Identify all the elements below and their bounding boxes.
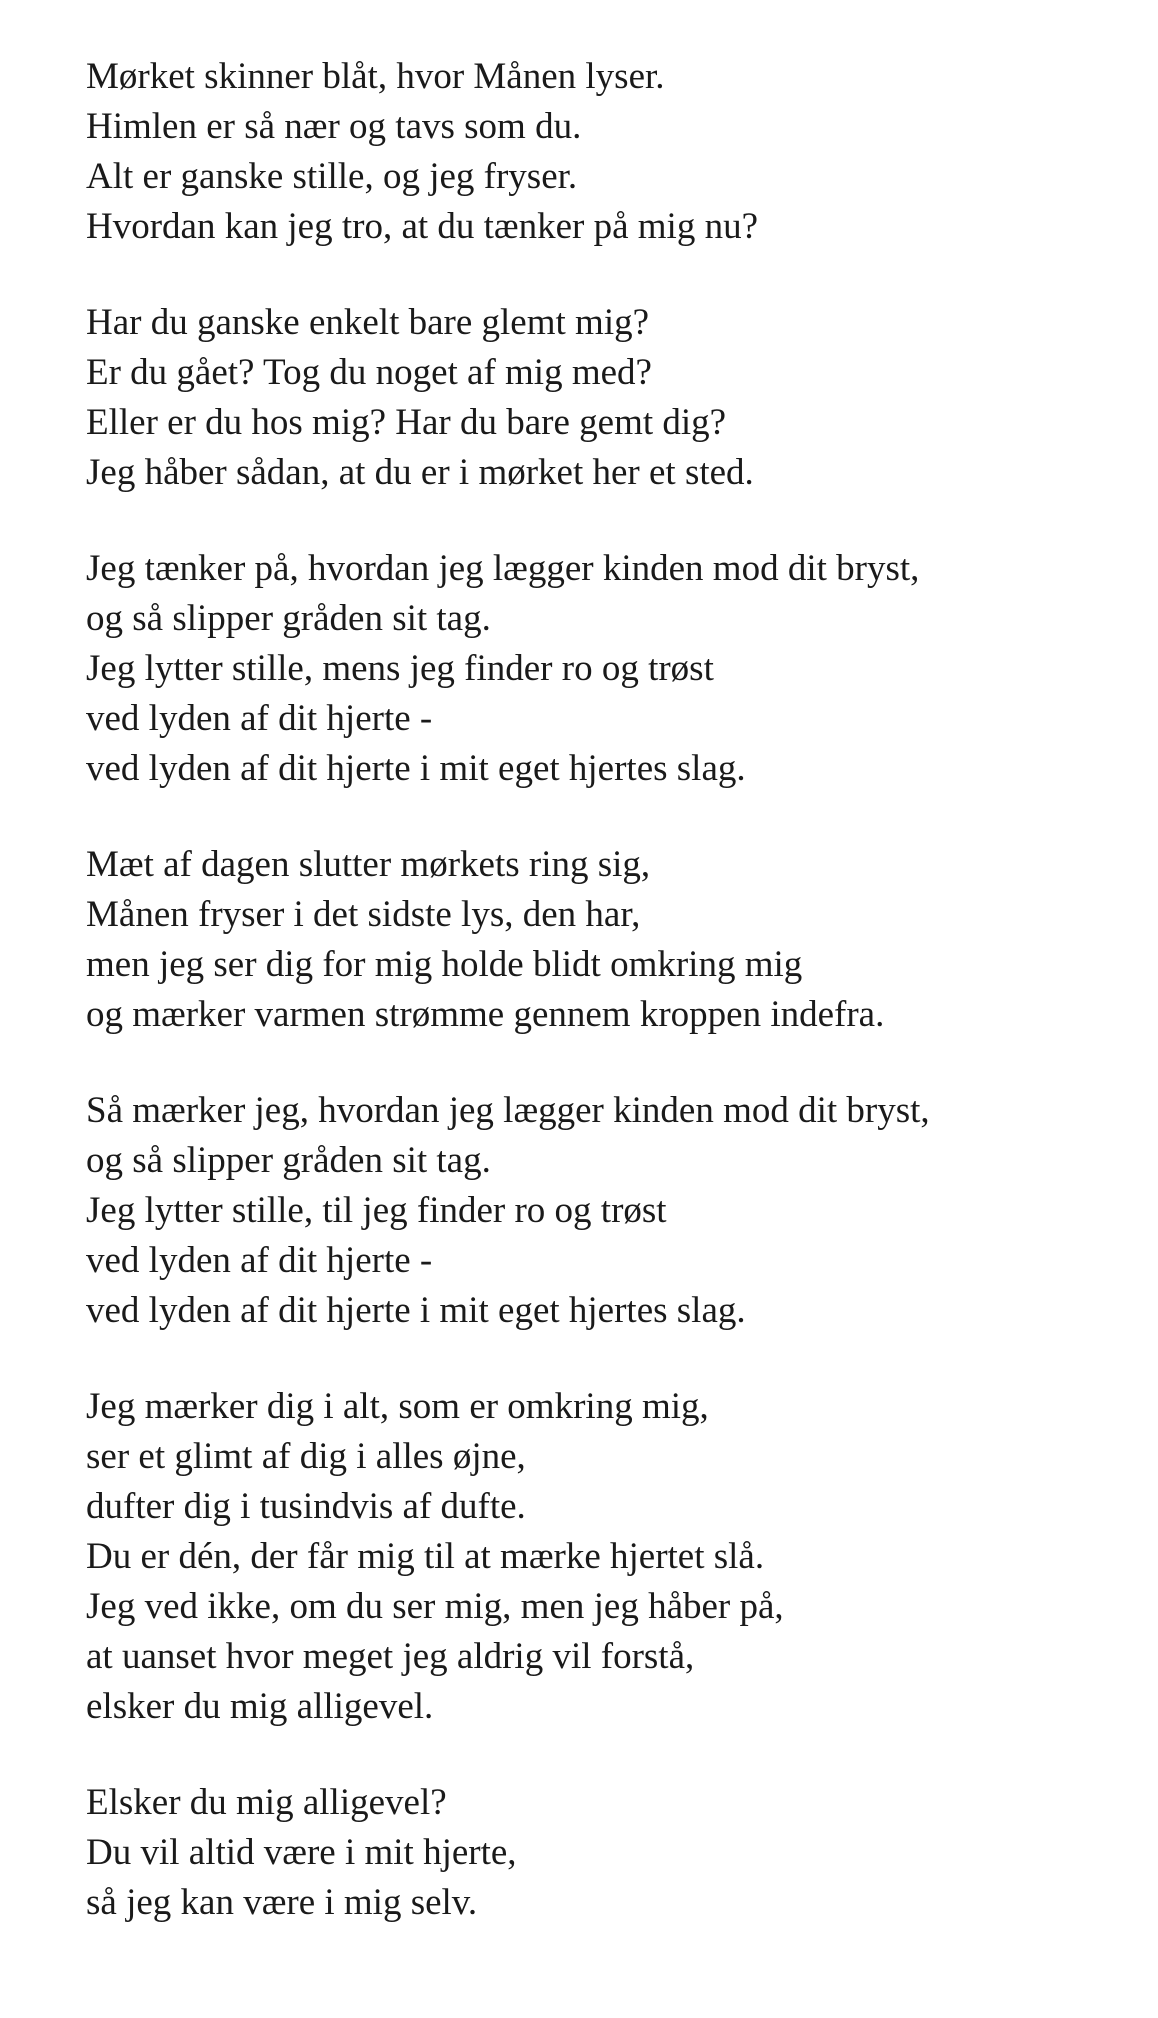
stanza-3 xyxy=(86,544,1126,794)
poem-line: Du vil altid være i mit hjerte, xyxy=(86,1832,517,1873)
stanza-2 xyxy=(86,298,1126,498)
poem-line: elsker du mig alligevel. xyxy=(86,1686,434,1727)
poem-line: Jeg tænker på, hvordan jeg lægger kinden mod dit bryst, xyxy=(86,548,920,589)
stanza-7 xyxy=(86,1778,1126,1928)
poem-line: ved lyden af dit hjerte - xyxy=(86,698,433,739)
poem-line: Du er dén, der får mig til at mærke hjertet slå. xyxy=(86,1536,765,1577)
poem-line: Mørket skinner blåt, hvor Månen lyser. xyxy=(86,56,665,97)
poem-line: Har du ganske enkelt bare glemt mig? xyxy=(86,302,650,343)
stanza-5 xyxy=(86,1086,1126,1336)
poem-line: Hvordan kan jeg tro, at du tænker på mig nu? xyxy=(86,206,758,247)
poem-line: ved lyden af dit hjerte i mit eget hjertes slag. xyxy=(86,748,746,789)
poem-line: ved lyden af dit hjerte - xyxy=(86,1240,433,1281)
poem-line: og så slipper gråden sit tag. xyxy=(86,1140,491,1181)
poem-line: Alt er ganske stille, og jeg fryser. xyxy=(86,156,578,197)
stanza-1 xyxy=(86,52,1126,252)
poem-line: så jeg kan være i mig selv. xyxy=(86,1882,478,1923)
stanza-4 xyxy=(86,840,1126,1040)
poem-page xyxy=(86,52,1126,1974)
poem-line: Elsker du mig alligevel? xyxy=(86,1782,447,1823)
poem-line: men jeg ser dig for mig holde blidt omkring mig xyxy=(86,944,803,985)
poem-line: og så slipper gråden sit tag. xyxy=(86,598,491,639)
poem-line: Jeg ved ikke, om du ser mig, men jeg håber på, xyxy=(86,1586,784,1627)
poem-line: Jeg håber sådan, at du er i mørket her et sted. xyxy=(86,452,754,493)
stanza-6 xyxy=(86,1382,1126,1732)
poem-line: og mærker varmen strømme gennem kroppen indefra. xyxy=(86,994,885,1035)
poem-line: Så mærker jeg, hvordan jeg lægger kinden mod dit bryst, xyxy=(86,1090,930,1131)
poem-line: Eller er du hos mig? Har du bare gemt dig? xyxy=(86,402,727,443)
poem-line: dufter dig i tusindvis af dufte. xyxy=(86,1486,526,1527)
poem-line: Jeg lytter stille, til jeg finder ro og trøst xyxy=(86,1190,667,1231)
poem-line: Jeg lytter stille, mens jeg finder ro og trøst xyxy=(86,648,714,689)
poem-line: at uanset hvor meget jeg aldrig vil forstå, xyxy=(86,1636,695,1677)
poem-line: Månen fryser i det sidste lys, den har, xyxy=(86,894,641,935)
poem-line: Himlen er så nær og tavs som du. xyxy=(86,106,582,147)
poem-line: Er du gået? Tog du noget af mig med? xyxy=(86,352,652,393)
poem-line: Mæt af dagen slutter mørkets ring sig, xyxy=(86,844,651,885)
poem-line: ser et glimt af dig i alles øjne, xyxy=(86,1436,526,1477)
poem-line: ved lyden af dit hjerte i mit eget hjertes slag. xyxy=(86,1290,746,1331)
poem-line: Jeg mærker dig i alt, som er omkring mig, xyxy=(86,1386,709,1427)
